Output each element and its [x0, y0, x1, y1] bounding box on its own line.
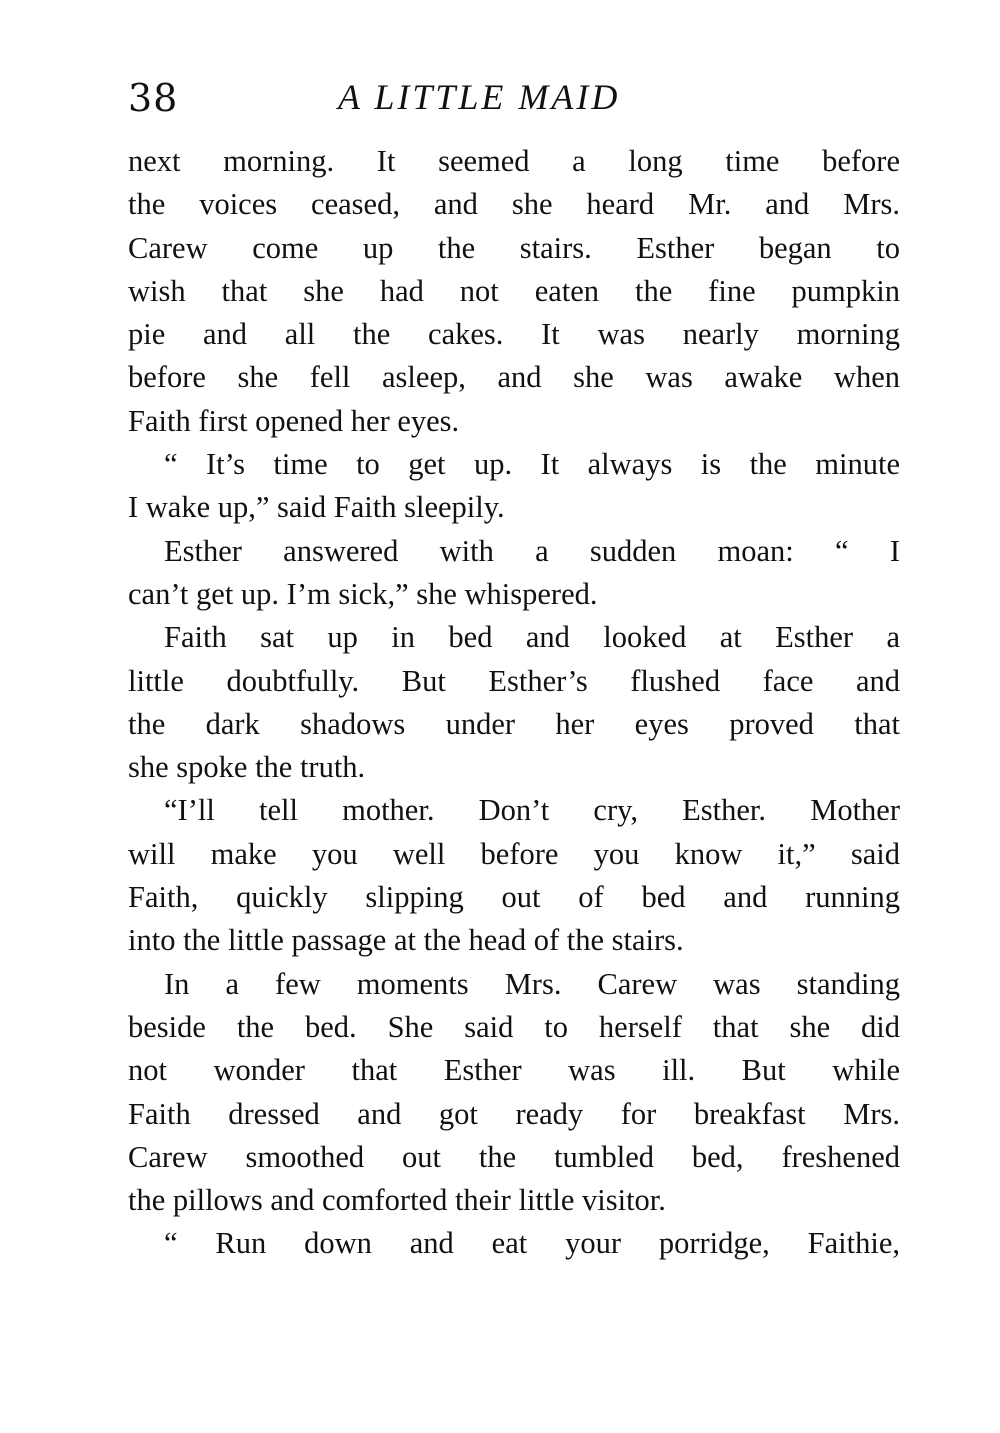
page-header: [128, 70, 900, 130]
text-line: pie and all the cakes. It was nearly morning: [128, 317, 900, 352]
text-line: little doubtfully. But Esther’s flushed face and: [128, 663, 900, 698]
text-line: “I’ll tell mother. Don’t cry, Esther. Mother: [164, 793, 900, 828]
text-line: In a few moments Mrs. Carew was standing: [164, 966, 900, 1001]
text-line: Faith sat up in bed and looked at Esther a: [164, 620, 900, 655]
text-line: beside the bed. She said to herself that she did: [128, 1009, 900, 1044]
text-line: before she fell asleep, and she was awake when: [128, 360, 900, 395]
text-line: “ Run down and eat your porridge, Faithie,: [164, 1226, 900, 1261]
text-line: into the little passage at the head of the stairs.: [128, 923, 684, 958]
text-line: next morning. It seemed a long time before: [128, 144, 900, 178]
text-line: can’t get up. I’m sick,” she whispered.: [128, 576, 598, 611]
body-text: [128, 140, 900, 1266]
text-line: Faith dressed and got ready for breakfast Mrs.: [128, 1096, 900, 1131]
text-line: Carew come up the stairs. Esther began to: [128, 230, 900, 265]
page-number: 38: [128, 76, 179, 120]
text-line: I wake up,” said Faith sleepily.: [128, 490, 505, 525]
text-line: Faith first opened her eyes.: [128, 403, 460, 438]
text-line: “ It’s time to get up. It always is the minute: [164, 447, 900, 482]
text-line: the voices ceased, and she heard Mr. and Mrs.: [128, 187, 900, 222]
text-line: will make you well before you know it,” said: [128, 836, 900, 871]
running-title: A LITTLE MAID: [338, 77, 621, 117]
text-line: she spoke the truth.: [128, 750, 366, 785]
text-line: the pillows and comforted their little visitor.: [128, 1183, 666, 1218]
text-line: wish that she had not eaten the fine pumpkin: [128, 273, 900, 308]
text-line: not wonder that Esther was ill. But while: [128, 1053, 900, 1088]
text-line: Faith, quickly slipping out of bed and running: [128, 880, 900, 915]
text-line: the dark shadows under her eyes proved that: [128, 706, 900, 741]
text-line: Carew smoothed out the tumbled bed, freshened: [128, 1139, 900, 1174]
text-line: Esther answered with a sudden moan: “ I: [164, 533, 900, 568]
